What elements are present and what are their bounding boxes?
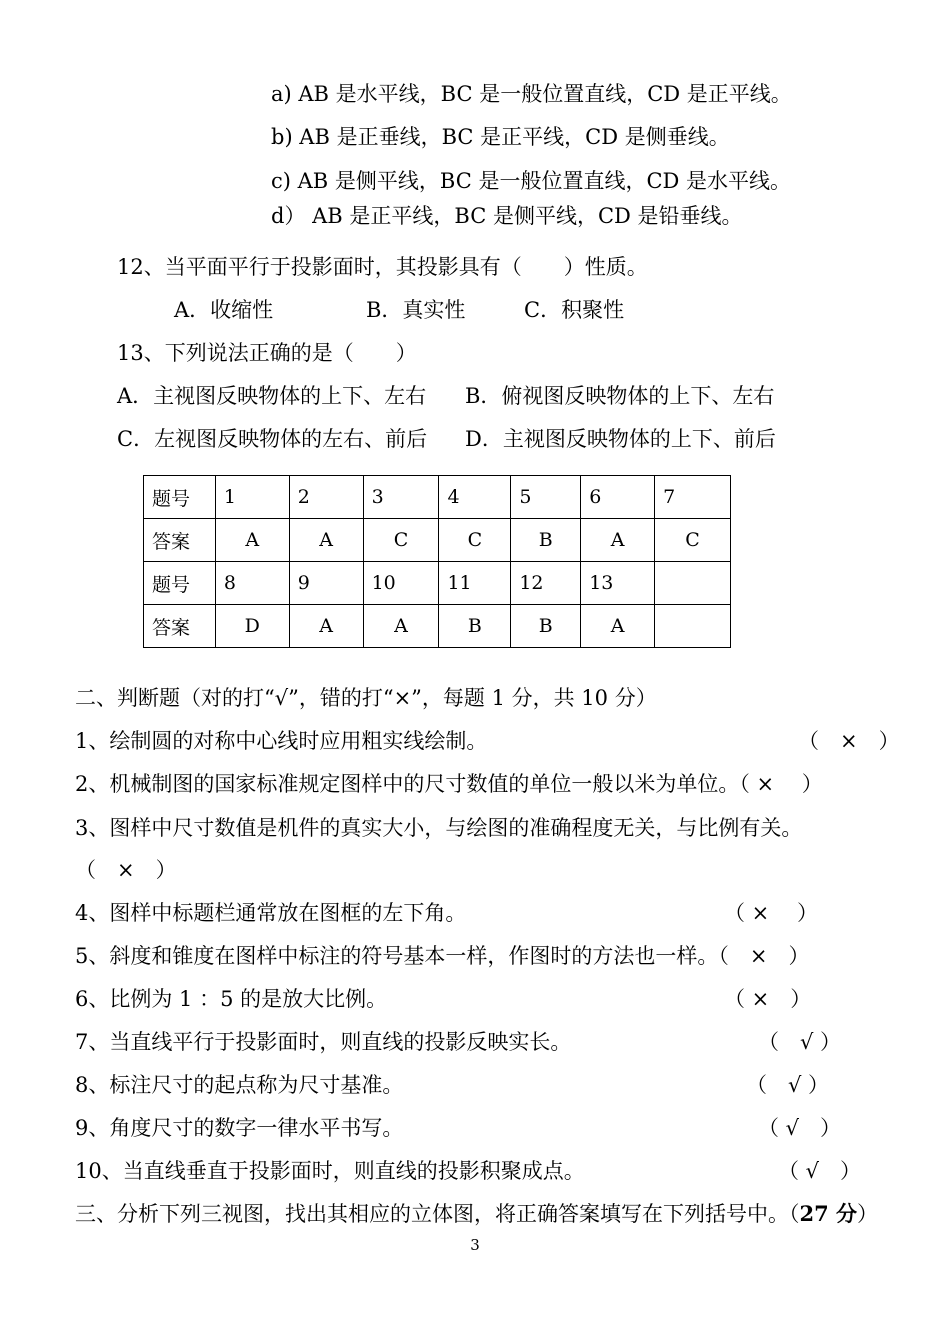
table-cell: 8 (215, 562, 289, 605)
table-cell: B (439, 605, 511, 648)
q11-option-b: b) AB 是正垂线，BC 是正平线，CD 是侧垂线。 (271, 125, 730, 149)
table-cell: A (215, 519, 289, 562)
section3-title (75, 1201, 878, 1227)
table-cell: 12 (511, 562, 581, 605)
table-cell: C (363, 519, 439, 562)
table-cell: 5 (511, 476, 581, 519)
judge-item-answer: （ √ ） (746, 1073, 830, 1097)
judge-item-text: 3、图样中尺寸数值是机件的真实大小，与绘图的准确程度无关，与比例有关。 (75, 816, 803, 840)
table-cell: C (439, 519, 511, 562)
judge-item-answer: （ × ） (724, 901, 818, 925)
table-cell: 4 (439, 476, 511, 519)
judge-item-1 (75, 728, 487, 754)
q11-option-a: a) AB 是水平线，BC 是一般位置直线，CD 是正平线。 (271, 82, 792, 106)
judge-item-2 (75, 771, 823, 797)
judge-item-text: 5、斜度和锥度在图样中标注的符号基本一样，作图时的方法也一样。 (75, 944, 719, 968)
section2-title: 二、判断题（对的打“√”，错的打“×”，每题 1 分，共 10 分） (75, 686, 657, 710)
judge-item-answer: （ √ ） (758, 1030, 842, 1054)
row-label: 题号 (144, 562, 216, 605)
table-cell: 2 (289, 476, 363, 519)
judge-item-text: 1、绘制圆的对称中心线时应用粗实线绘制。 (75, 729, 488, 753)
judge-item-9 (75, 1115, 403, 1141)
table-cell: 3 (363, 476, 439, 519)
judge-item-text: 9、角度尺寸的数字一律水平书写。 (75, 1116, 404, 1140)
table-cell: B (511, 605, 581, 648)
q12-option-c: C．积聚性 (524, 298, 625, 322)
table-cell: 11 (439, 562, 511, 605)
judge-item-8 (75, 1072, 403, 1098)
judge-item-answer: （ × ） (718, 944, 810, 968)
table-cell: A (363, 605, 439, 648)
q13-option-c: C．左视图反映物体的左右、前后 (117, 427, 428, 451)
table-row (144, 605, 731, 648)
table-cell: 7 (655, 476, 731, 519)
table-cell: A (289, 519, 363, 562)
judge-item-text: 2、机械制图的国家标准规定图样中的尺寸数值的单位一般以米为单位。 (75, 772, 740, 796)
q12-stem: 12、当平面平行于投影面时，其投影具有（ ）性质。 (117, 255, 648, 279)
table-cell: A (581, 605, 655, 648)
table-cell: 1 (215, 476, 289, 519)
q11-option-d: d） AB 是正平线，BC 是侧平线，CD 是铅垂线。 (271, 204, 743, 228)
q13-option-d: D．主视图反映物体的上下、前后 (465, 427, 776, 451)
judge-item-answer: （ √ ） (778, 1159, 862, 1183)
judge-item-answer: （ × ） (724, 987, 812, 1011)
q12-option-a: A．收缩性 (174, 298, 274, 322)
table-cell: 9 (289, 562, 363, 605)
table-cell: 6 (581, 476, 655, 519)
table-cell: C (655, 519, 731, 562)
row-label: 题号 (144, 476, 216, 519)
judge-item-answer: （ √ ） (758, 1116, 842, 1140)
q13-stem: 13、下列说法正确的是（ ） (117, 341, 417, 365)
judge-item-text: 4、图样中标题栏通常放在图框的左下角。 (75, 901, 467, 925)
q13-option-a: A．主视图反映物体的上下、左右 (117, 384, 427, 408)
judge-item-text: 10、当直线垂直于投影面时，则直线的投影积聚成点。 (75, 1159, 585, 1183)
judge-item-text: 6、比例为 1 ：5 的是放大比例。 (75, 987, 388, 1011)
section3-title-text: 三、分析下列三视图，找出其相应的立体图，将正确答案填写在下列括号中。（ (75, 1202, 800, 1226)
table-cell: B (511, 519, 581, 562)
judge-item-text: 8、标注尺寸的起点称为尺寸基准。 (75, 1073, 404, 1097)
table-cell (655, 562, 731, 605)
judge-item-3 (75, 815, 802, 841)
table-cell (655, 605, 731, 648)
judge-item-6 (75, 986, 387, 1012)
table-cell: D (215, 605, 289, 648)
judge-item-4 (75, 900, 466, 926)
row-label: 答案 (144, 519, 216, 562)
judge-item-answer: （ × ） (75, 858, 177, 882)
answer-table (143, 475, 731, 648)
table-cell: 10 (363, 562, 439, 605)
section3-score: 27 分 (799, 1201, 858, 1226)
judge-item-5 (75, 943, 809, 969)
table-cell: 13 (581, 562, 655, 605)
table-cell: A (289, 605, 363, 648)
judge-item-7 (75, 1029, 571, 1055)
table-row (144, 562, 731, 605)
page-number: 3 (470, 1236, 480, 1254)
judge-item-text: 7、当直线平行于投影面时，则直线的投影反映实长。 (75, 1030, 572, 1054)
judge-item-answer: （ × ） (739, 772, 823, 796)
table-row (144, 519, 731, 562)
section3-title-close: ） (857, 1202, 879, 1226)
table-cell: A (581, 519, 655, 562)
q13-option-b: B．俯视图反映物体的上下、左右 (465, 384, 775, 408)
judge-item-answer: （ × ） (798, 729, 900, 753)
judge-item-10 (75, 1158, 585, 1184)
table-row (144, 476, 731, 519)
q12-option-b: B．真实性 (366, 298, 466, 322)
q11-option-c: c) AB 是侧平线，BC 是一般位置直线，CD 是水平线。 (271, 169, 792, 193)
row-label: 答案 (144, 605, 216, 648)
